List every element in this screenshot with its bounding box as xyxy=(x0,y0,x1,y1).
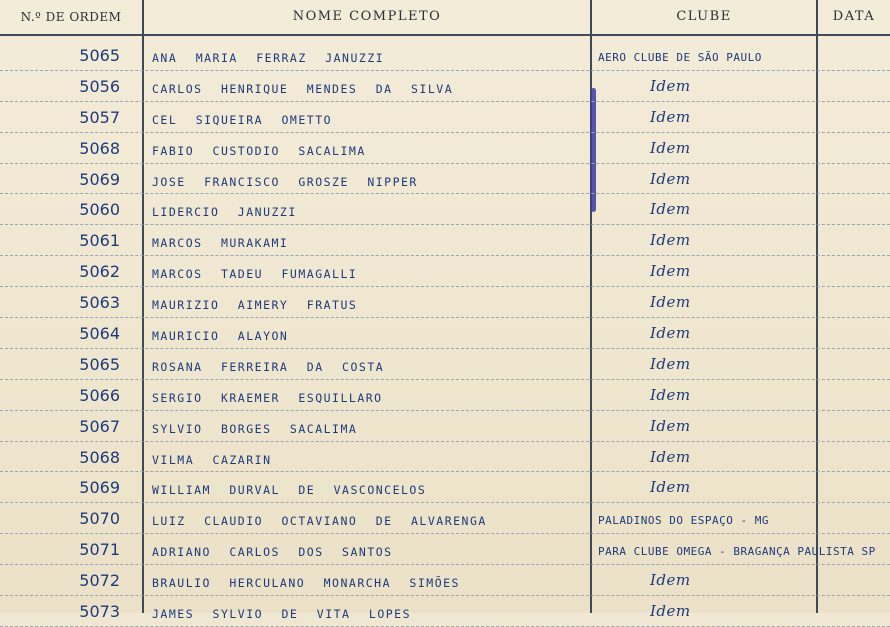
order-number: 5056 xyxy=(79,76,120,96)
club-name: PARA CLUBE OMEGA - BRAGANÇA PAULISTA SP xyxy=(598,545,876,559)
table-row xyxy=(0,102,890,133)
order-number: 5061 xyxy=(79,231,120,251)
club-name: Idem xyxy=(650,571,691,590)
club-name: Idem xyxy=(650,200,691,219)
date-cell xyxy=(820,380,888,409)
full-name: MARCOS MURAKAMI xyxy=(152,236,289,251)
order-number: 5069 xyxy=(79,478,120,498)
club-name: PALADINOS DO ESPAÇO - MG xyxy=(598,514,769,528)
order-number: 5066 xyxy=(79,385,120,405)
table-row xyxy=(0,318,890,349)
table-row xyxy=(0,565,890,596)
date-cell xyxy=(820,442,888,471)
table-body xyxy=(0,40,890,627)
order-number: 5067 xyxy=(79,416,120,436)
order-number: 5068 xyxy=(79,138,120,158)
full-name: ROSANA FERREIRA DA COSTA xyxy=(152,359,385,374)
table-row xyxy=(0,534,890,565)
order-number: 5065 xyxy=(79,354,120,374)
date-cell xyxy=(820,411,888,440)
order-number: 5057 xyxy=(79,107,120,127)
table-row xyxy=(0,411,890,442)
full-name: SYLVIO BORGES SACALIMA xyxy=(152,421,358,436)
table-row xyxy=(0,194,890,225)
order-number: 5064 xyxy=(79,324,120,344)
table-row xyxy=(0,287,890,318)
full-name: BRAULIO HERCULANO MONARCHA SIMÕES xyxy=(152,576,460,591)
full-name: VILMA CAZARIN xyxy=(152,452,272,467)
date-cell xyxy=(820,133,888,162)
club-name: Idem xyxy=(650,416,691,435)
full-name: CARLOS HENRIQUE MENDES DA SILVA xyxy=(152,81,454,96)
order-number: 5063 xyxy=(79,293,120,313)
full-name: MAURIZIO AIMERY FRATUS xyxy=(152,298,358,313)
table-row xyxy=(0,349,890,380)
full-name: JOSE FRANCISCO GROSZE NIPPER xyxy=(152,174,418,189)
table-row xyxy=(0,503,890,534)
date-cell xyxy=(820,503,888,532)
date-cell xyxy=(820,256,888,285)
club-name: Idem xyxy=(650,385,691,404)
table-row xyxy=(0,133,890,164)
full-name: SERGIO KRAEMER ESQUILLARO xyxy=(152,390,383,405)
table-row xyxy=(0,596,890,627)
club-name: Idem xyxy=(650,231,691,250)
full-name: CEL SIQUEIRA OMETTO xyxy=(152,112,333,127)
club-name: Idem xyxy=(650,478,691,497)
club-name: Idem xyxy=(650,107,691,126)
date-cell xyxy=(820,534,888,563)
date-cell xyxy=(820,71,888,100)
date-cell xyxy=(820,565,888,594)
date-cell xyxy=(820,194,888,223)
club-name: Idem xyxy=(650,76,691,95)
table-row xyxy=(0,164,890,195)
full-name: WILLIAM DURVAL DE VASCONCELOS xyxy=(152,483,427,498)
club-name: Idem xyxy=(650,169,691,188)
order-number: 5065 xyxy=(79,46,120,65)
club-name: Idem xyxy=(650,602,691,621)
table-row xyxy=(0,225,890,256)
date-cell xyxy=(820,225,888,254)
date-cell xyxy=(820,40,888,69)
club-name: Idem xyxy=(650,354,691,373)
order-number: 5072 xyxy=(79,571,120,591)
header-nome: NOME COMPLETO xyxy=(292,9,442,24)
full-name: LIDERCIO JANUZZI xyxy=(152,205,297,220)
table-row xyxy=(0,71,890,102)
club-name: Idem xyxy=(650,447,691,466)
full-name: ANA MARIA FERRAZ JANUZZI xyxy=(152,51,385,65)
table-header xyxy=(0,0,890,36)
full-name: JAMES SYLVIO DE VITA LOPES xyxy=(152,607,412,622)
full-name: MAURICIO ALAYON xyxy=(152,329,289,344)
order-number: 5062 xyxy=(79,262,120,282)
club-name: Idem xyxy=(650,262,691,281)
order-number: 5071 xyxy=(79,540,120,560)
header-ordem: N.º DE ORDEM xyxy=(20,10,122,24)
date-cell xyxy=(820,164,888,193)
club-name: AERO CLUBE DE SÃO PAULO xyxy=(598,51,762,64)
full-name: MARCOS TADEU FUMAGALLI xyxy=(152,267,358,282)
date-cell xyxy=(820,102,888,131)
order-number: 5073 xyxy=(79,602,120,622)
table-row xyxy=(0,380,890,411)
club-name: Idem xyxy=(650,324,691,343)
order-number: 5060 xyxy=(79,200,120,220)
table-row xyxy=(0,442,890,473)
table-row xyxy=(0,472,890,503)
date-cell xyxy=(820,287,888,316)
header-data: DATA xyxy=(832,9,876,24)
date-cell xyxy=(820,472,888,501)
full-name: LUIZ CLAUDIO OCTAVIANO DE ALVARENGA xyxy=(152,514,487,529)
order-number: 5068 xyxy=(79,447,120,467)
date-cell xyxy=(820,318,888,347)
club-name: Idem xyxy=(650,138,691,157)
full-name: ADRIANO CARLOS DOS SANTOS xyxy=(152,545,393,560)
club-name: Idem xyxy=(650,293,691,312)
order-number: 5069 xyxy=(79,169,120,189)
table-row xyxy=(0,256,890,287)
date-cell xyxy=(820,596,888,625)
table-row xyxy=(0,40,890,71)
full-name: FABIO CUSTODIO SACALIMA xyxy=(152,143,366,158)
order-number: 5070 xyxy=(79,509,120,529)
header-clube: CLUBE xyxy=(676,9,732,24)
date-cell xyxy=(820,349,888,378)
